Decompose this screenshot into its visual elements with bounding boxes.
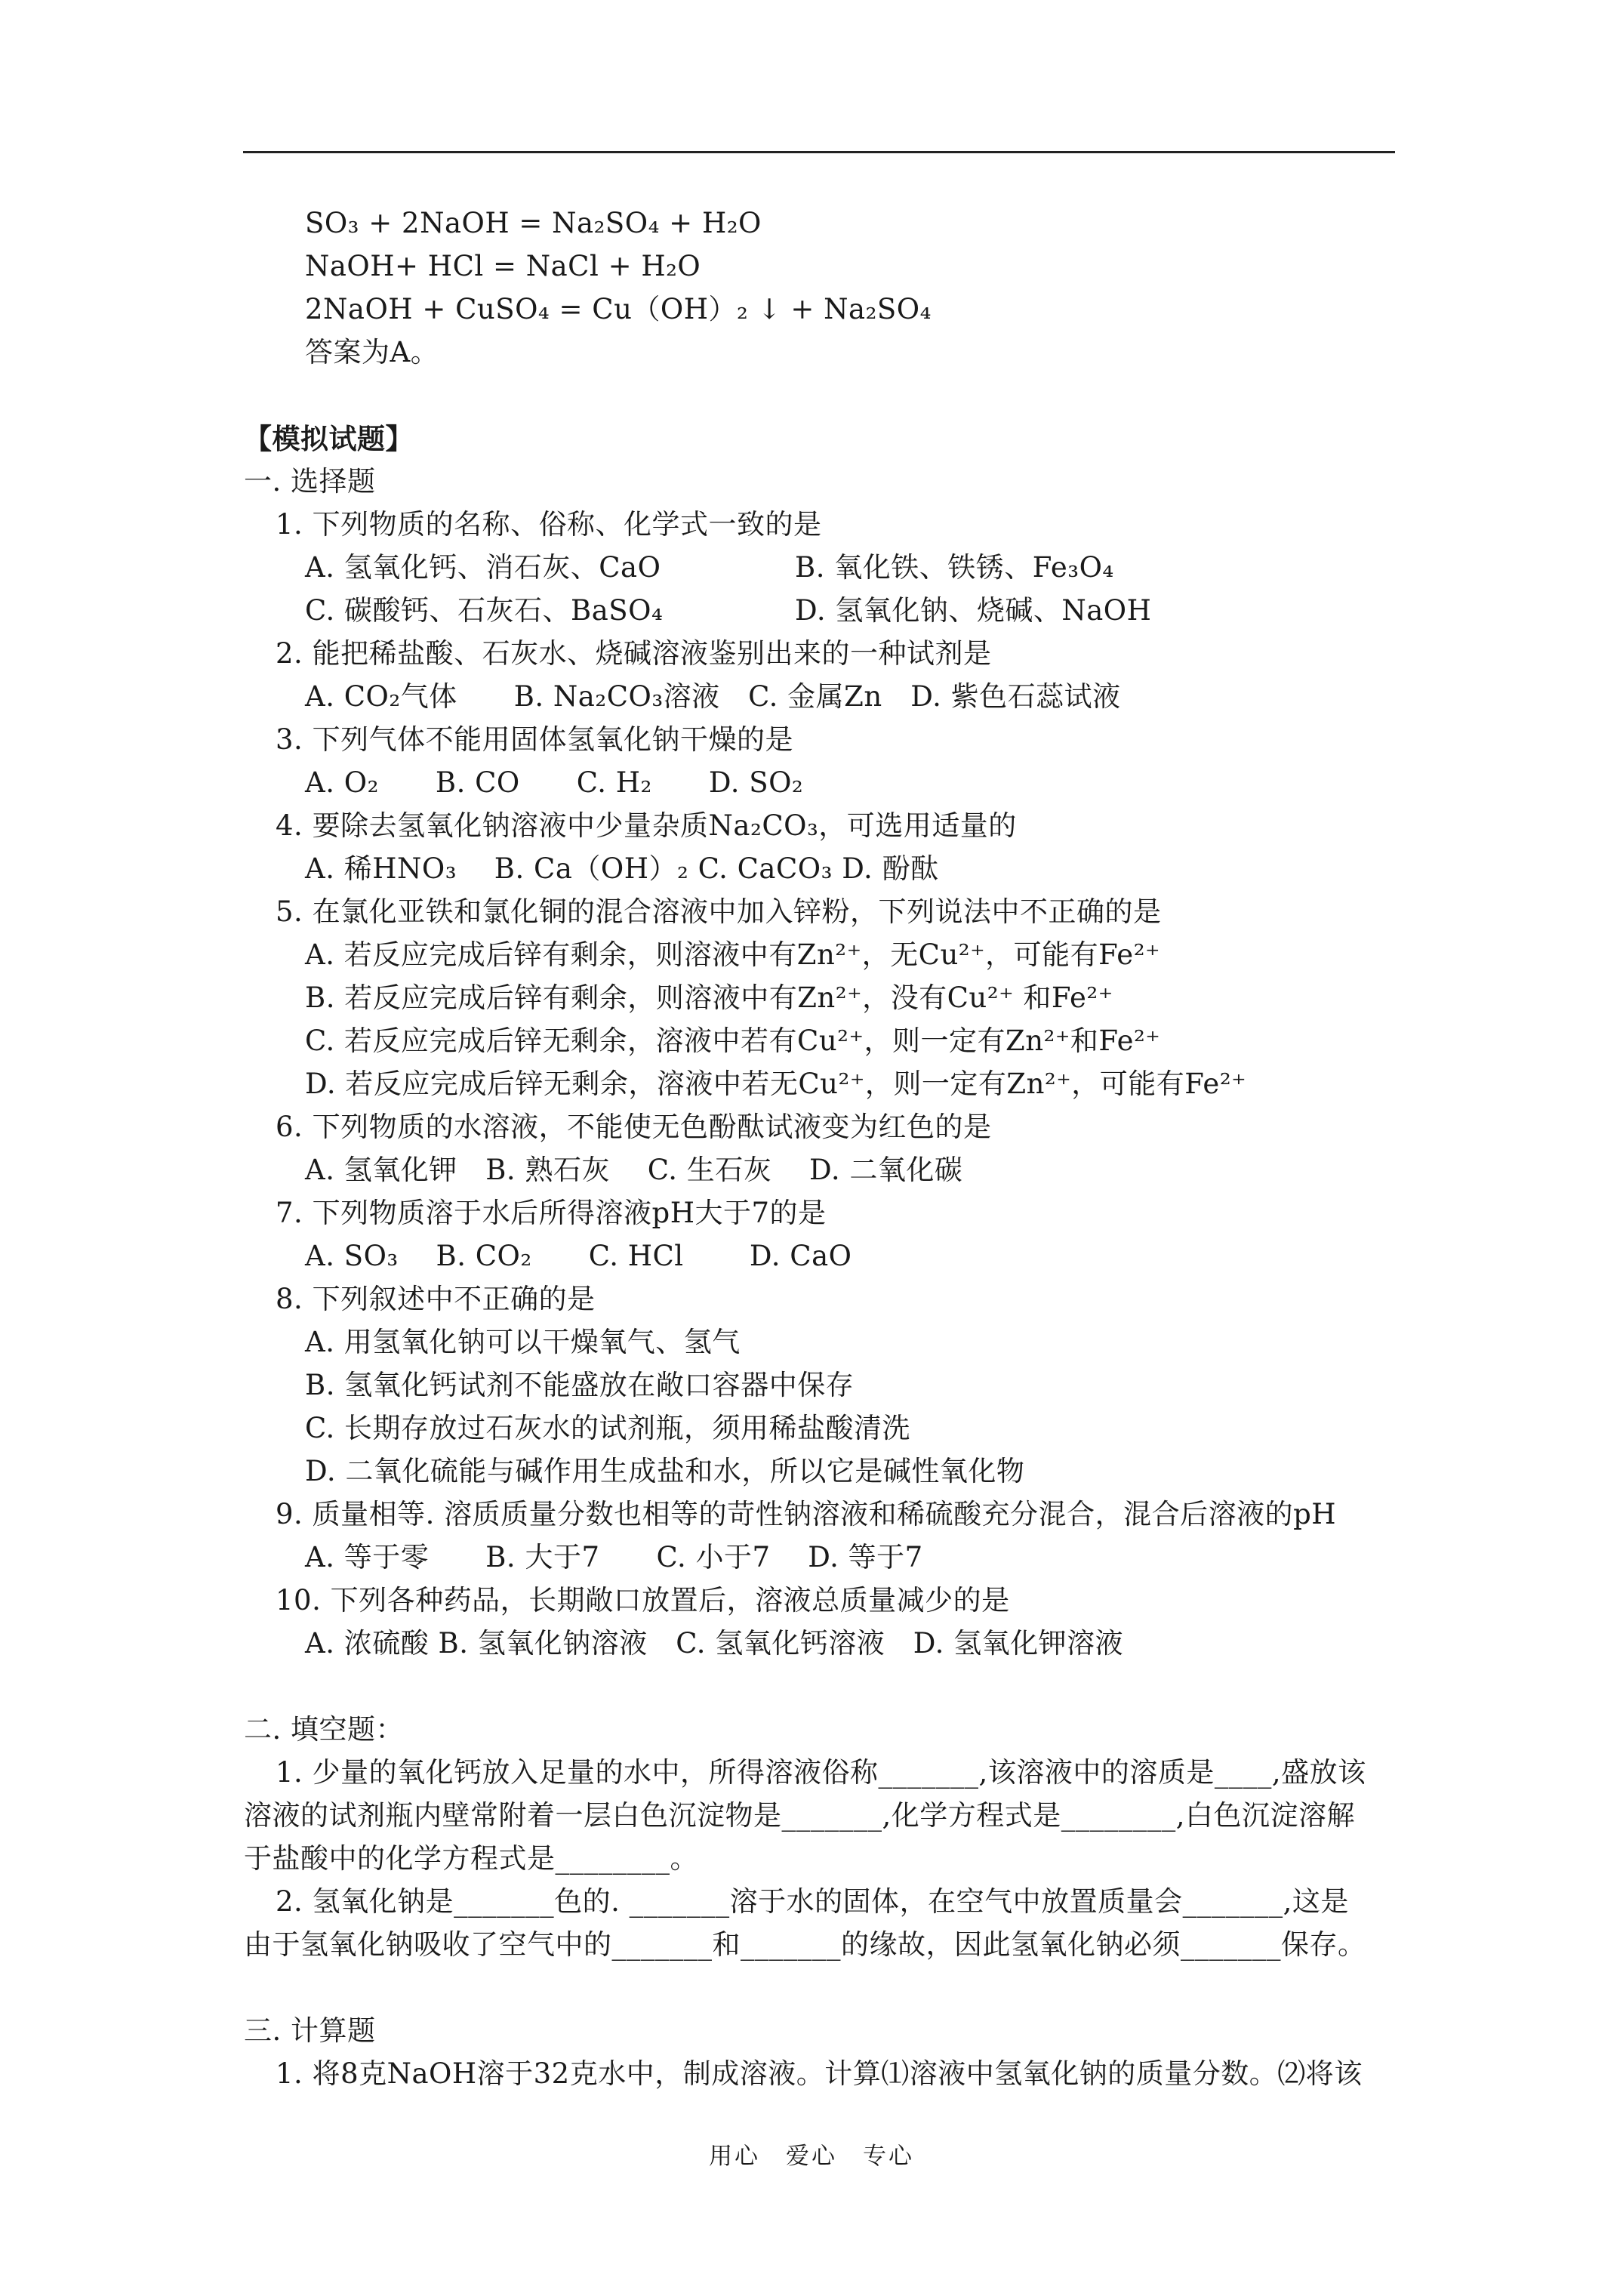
option-line: A. 稀HNO₃ B. Ca（OH）₂ C. CaCO₃ D. 酚酞 — [305, 852, 939, 885]
body-line: 1. 少量的氧化钙放入足量的水中，所得溶液俗称_______,该溶液中的溶质是____,盛放该 — [276, 1756, 1366, 1789]
question-line: 1. 下列物质的名称、俗称、化学式一致的是 — [276, 508, 822, 541]
option-line: A. 氢氧化钙、消石灰、CaO — [305, 551, 661, 584]
option-line: B. 氢氧化钙试剂不能盛放在敞口容器中保存 — [305, 1369, 855, 1401]
body-line: 于盐酸中的化学方程式是________。 — [244, 1842, 698, 1875]
question-line: 5. 在氯化亚铁和氯化铜的混合溶液中加入锌粉，下列说法中不正确的是 — [276, 895, 1162, 928]
question-line: 7. 下列物质溶于水后所得溶液pH大于7的是 — [276, 1197, 827, 1229]
part-heading: 三. 计算题 — [244, 2014, 376, 2047]
option-line: C. 碳酸钙、石灰石、BaSO₄ — [305, 594, 664, 627]
part-heading: 二. 填空题： — [244, 1713, 405, 1746]
equation-line: SO₃ + 2NaOH = Na₂SO₄ + H₂O — [305, 207, 762, 239]
option-line: A. 等于零 B. 大于7 C. 小于7 D. 等于7 — [305, 1541, 923, 1573]
option-line: C. 若反应完成后锌无剩余，溶液中若有Cu²⁺，则一定有Zn²⁺和Fe²⁺ — [305, 1025, 1161, 1057]
option-line: B. 氧化铁、铁锈、Fe₃O₄ — [795, 551, 1114, 584]
option-line: D. 若反应完成后锌无剩余，溶液中若无Cu²⁺，则一定有Zn²⁺，可能有Fe²⁺ — [305, 1068, 1247, 1100]
option-line: A. 若反应完成后锌有剩余，则溶液中有Zn²⁺，无Cu²⁺，可能有Fe²⁺ — [305, 938, 1161, 971]
option-line: A. O₂ B. CO C. H₂ D. SO₂ — [305, 766, 804, 799]
option-line: A. 氢氧化钾 B. 熟石灰 C. 生石灰 D. 二氧化碳 — [305, 1154, 963, 1186]
option-line: D. 二氧化硫能与碱作用生成盐和水，所以它是碱性氧化物 — [305, 1455, 1025, 1487]
option-line: C. 长期存放过石灰水的试剂瓶，须用稀盐酸清洗 — [305, 1412, 911, 1444]
equation-line: NaOH+ HCl = NaCl + H₂O — [305, 250, 701, 282]
question-line: 2. 能把稀盐酸、石灰水、烧碱溶液鉴别出来的一种试剂是 — [276, 637, 992, 670]
question-line: 9. 质量相等. 溶质质量分数也相等的苛性钠溶液和稀硫酸充分混合，混合后溶液的pH — [276, 1498, 1337, 1530]
body-line: 溶液的试剂瓶内壁常附着一层白色沉淀物是_______,化学方程式是________,白色沉淀溶解 — [244, 1799, 1356, 1832]
answer-line: 答案为A。 — [305, 336, 439, 368]
body-line: 由于氢氧化钠吸收了空气中的_______和_______的缘故，因此氢氧化钠必须_______保存。 — [244, 1928, 1366, 1961]
question-line: 3. 下列气体不能用固体氢氧化钠干燥的是 — [276, 723, 794, 756]
question-line: 6. 下列物质的水溶液，不能使无色酚酞试液变为红色的是 — [276, 1111, 992, 1143]
question-line: 4. 要除去氢氧化钠溶液中少量杂质Na₂CO₃，可选用适量的 — [276, 809, 1017, 842]
part-heading: 一. 选择题 — [244, 465, 376, 498]
header-rule — [243, 151, 1395, 153]
option-line: D. 氢氧化钠、烧碱、NaOH — [795, 594, 1152, 627]
option-line: A. 浓硫酸 B. 氢氧化钠溶液 C. 氢氧化钙溶液 D. 氢氧化钾溶液 — [305, 1627, 1124, 1660]
option-line: A. CO₂气体 B. Na₂CO₃溶液 C. 金属Zn D. 紫色石蕊试液 — [305, 680, 1121, 713]
equation-line: 2NaOH + CuSO₄ = Cu（OH）₂ ↓ + Na₂SO₄ — [305, 293, 932, 325]
page-footer: 用心 爱心 专心 — [709, 2143, 914, 2170]
question-line: 10. 下列各种药品，长期敞口放置后，溶液总质量减少的是 — [276, 1584, 1010, 1616]
question-line: 8. 下列叙述中不正确的是 — [276, 1283, 596, 1315]
option-line: B. 若反应完成后锌有剩余，则溶液中有Zn²⁺，没有Cu²⁺ 和Fe²⁺ — [305, 982, 1113, 1014]
section-heading: 【模拟试题】 — [244, 422, 414, 455]
body-line: 1. 将8克NaOH溶于32克水中，制成溶液。计算⑴溶液中氢氧化钠的质量分数。⑵将该 — [276, 2057, 1363, 2090]
body-line: 2. 氢氧化钠是_______色的. _______溶于水的固体，在空气中放置质量会_______,这是 — [276, 1885, 1349, 1918]
option-line: A. SO₃ B. CO₂ C. HCl D. CaO — [305, 1240, 852, 1272]
option-line: A. 用氢氧化钠可以干燥氧气、氢气 — [305, 1326, 741, 1358]
